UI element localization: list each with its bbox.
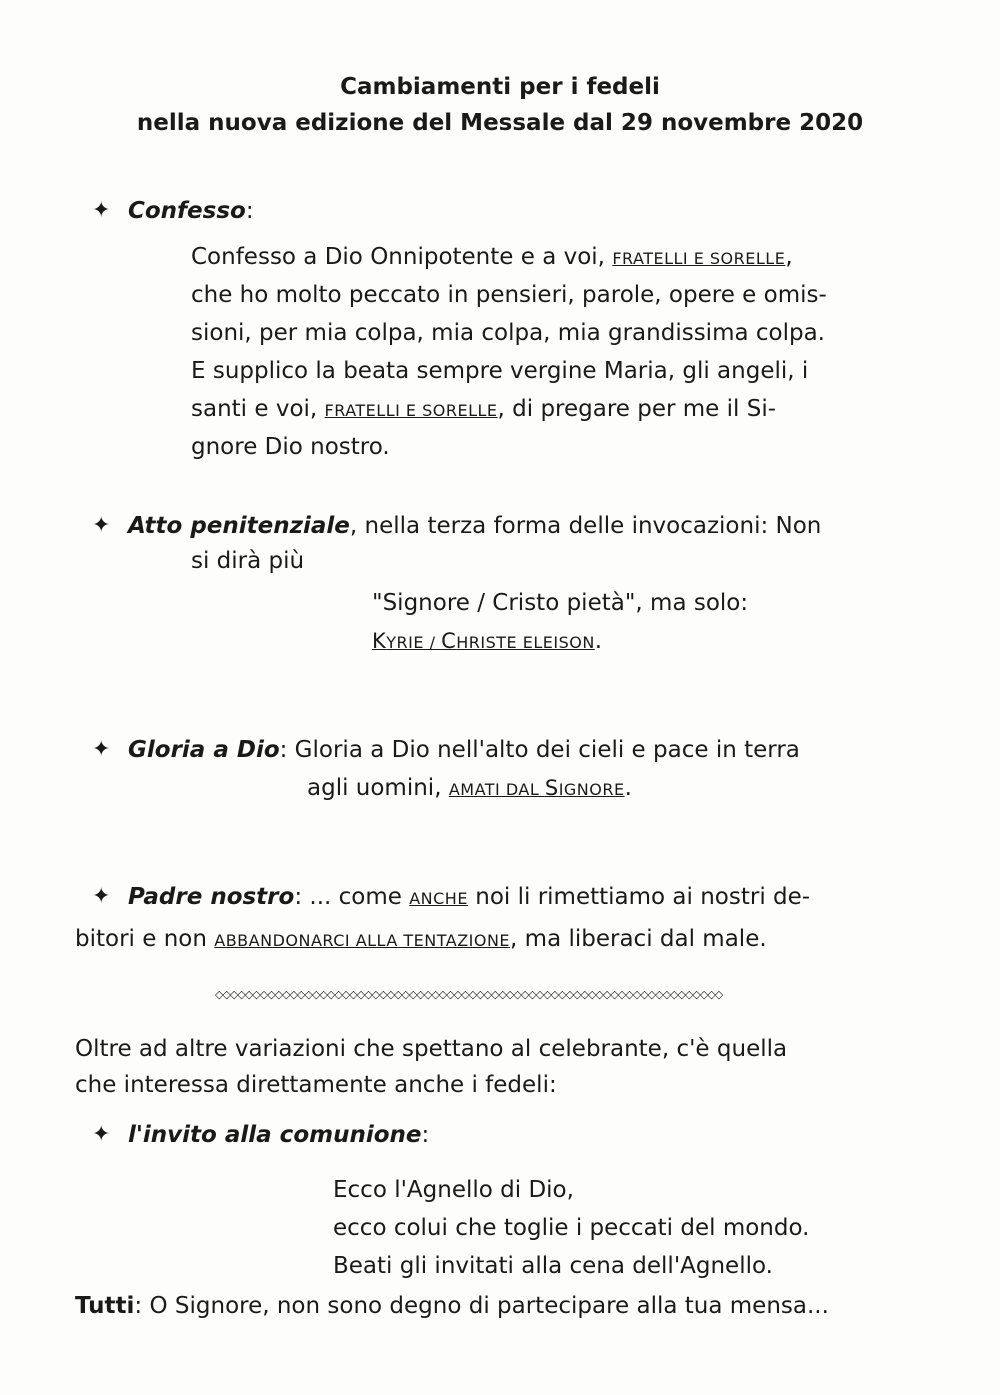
confesso-line-2: che ho molto peccato in pensieri, parole, opere e omis- [191,282,827,308]
invito-line-2: ecco colui che toglie i peccati del mondo. [333,1215,810,1241]
k-cap: K [372,629,387,653]
padre-line-1-text: : ... come [294,884,410,910]
confesso-line-6: gnore Dio nostro. [191,434,390,460]
confesso-line-5 [191,396,776,422]
confesso-line-1 [191,244,793,270]
gloria-heading: Gloria a Dio [128,737,280,763]
gloria-line-2-end: . [624,775,632,801]
amati-dal: AMATI DAL [448,780,545,799]
kyrie-christe-underlined [372,629,595,653]
oltre-line-2: che interessa direttamente anche i fedeli: [75,1072,557,1098]
invito-line-1: Ecco l'Agnello di Dio, [333,1177,574,1203]
gloria-line-1 [128,737,800,763]
star-bullet-icon: ✦ [92,198,111,223]
invito-heading-label: l'invito alla comunione [128,1122,422,1148]
padre-line-1-end: noi li rimettiamo ai nostri de- [467,884,811,910]
padre-line-1 [128,884,810,910]
gloria-line-2 [307,775,632,801]
atto-line-2: si dirà più [191,548,305,574]
tutti-label: Tutti [75,1293,135,1319]
christe-rest: HRISTE ELEISON [456,633,595,652]
title-line-2: nella nuova edizione del Messale dal 29 novembre 2020 [136,110,864,136]
invito-line-3: Beati gli invitati alla cena dell'Agnello. [333,1253,773,1279]
star-bullet-icon: ✦ [92,1122,111,1147]
confesso-line-4: E supplico la beata sempre vergine Maria, gli angeli, i [191,358,809,384]
abbandonarci-underlined: ABBANDONARCI ALLA TENTAZIONE [214,931,511,950]
kyrie-end: . [594,628,603,654]
fratelli-sorelle-underlined: FRATELLI E SORELLE [612,249,786,268]
confesso-line-1-end: , [785,244,793,270]
invito-colon: : [421,1122,430,1148]
title-line-1: Cambiamenti per i fedeli [340,74,660,100]
fratelli-sorelle-underlined: FRATELLI E SORELLE [324,401,498,420]
padre-line-2 [75,926,767,952]
tutti-text: : O Signore, non sono degno di partecipare alla tua mensa... [134,1293,829,1319]
confesso-colon: : [245,198,254,224]
oltre-line-1: Oltre ad altre variazioni che spettano al celebrante, c'è quella [75,1036,788,1062]
star-bullet-icon: ✦ [92,737,111,762]
ignore-rest: IGNORE [558,780,625,799]
padre-heading: Padre nostro [128,884,295,910]
confesso-line-5-text: santi e voi, [191,396,325,422]
confesso-line-1-text: Confesso a Dio Onnipotente e a voi, [191,244,613,270]
atto-line-1 [128,513,821,539]
atto-line-1-text: , nella terza forma delle invocazioni: Non [349,513,822,539]
invito-heading [128,1122,429,1148]
atto-heading: Atto penitenziale [128,513,350,539]
padre-line-2-text: bitori e non [75,926,215,952]
diamond-divider: ◇◇◇◇◇◇◇◇◇◇◇◇◇◇◇◇◇◇◇◇◇◇◇◇◇◇◇◇◇◇◇◇◇◇◇◇◇◇◇◇◇◇◇◇◇◇◇◇◇◇◇◇◇◇◇◇◇◇◇◇◇◇◇◇◇◇◇◇ [215,988,723,1001]
confesso-line-3: sioni, per mia colpa, mia colpa, mia grandissima colpa. [191,320,825,346]
confesso-heading-label: Confesso [128,198,246,224]
padre-line-2-end: , ma liberaci dal male. [510,926,767,952]
star-bullet-icon: ✦ [92,884,111,909]
kyrie-line [372,628,602,654]
confesso-line-5-end: , di pregare per me il Si- [497,396,777,422]
gloria-line-2-text: agli uomini, [307,775,449,801]
amati-dal-signore-underlined [448,776,625,800]
anche-underlined: ANCHE [409,889,468,908]
star-bullet-icon: ✦ [92,513,111,538]
atto-line-3: "Signore / Cristo pietà", ma solo: [372,590,749,616]
gloria-line-1-text: : Gloria a Dio nell'alto dei cieli e pace in terra [279,737,800,763]
confesso-heading [128,198,254,224]
kyrie-rest: YRIE / [386,633,442,652]
tutti-line [75,1293,829,1319]
c-cap: C [441,629,457,653]
s-cap: S [544,776,559,800]
